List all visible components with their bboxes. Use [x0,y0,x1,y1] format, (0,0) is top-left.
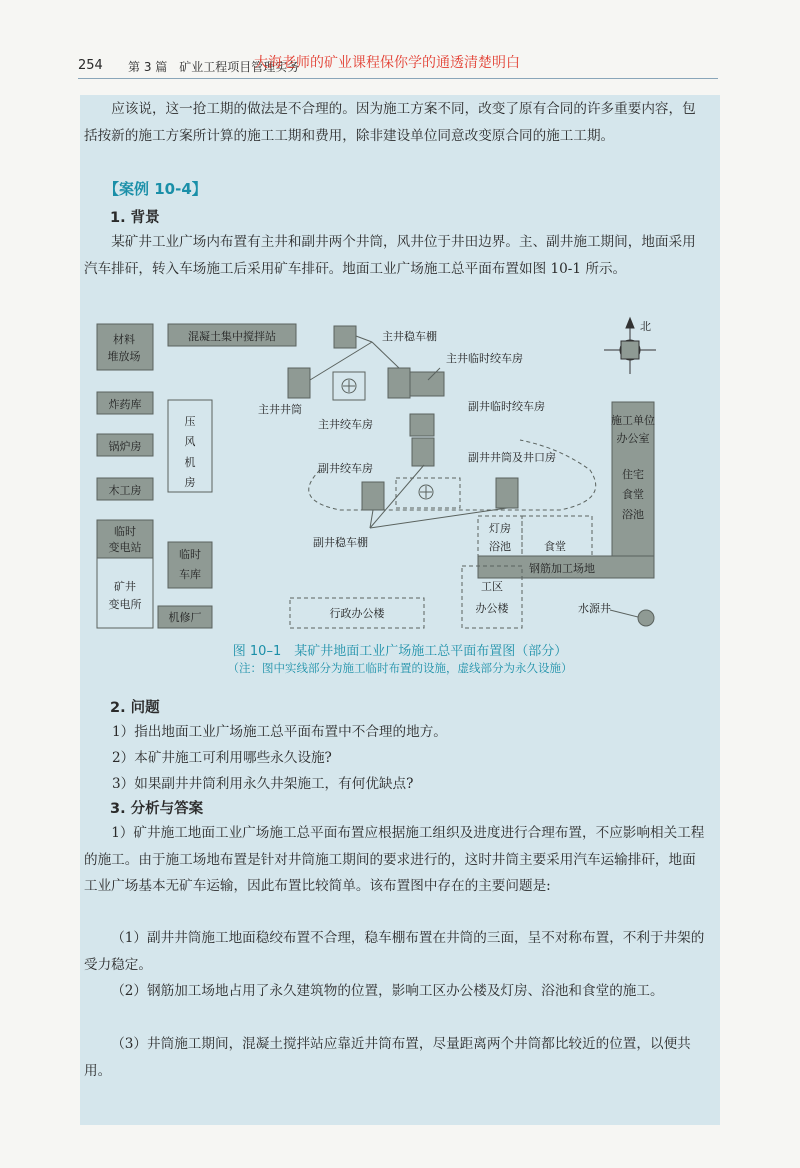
label-aux-shed: 副井稳车棚 [313,536,368,549]
label-aux-shaft: 副井井筒及井口房 [468,451,556,464]
label-comp-2: 风 [184,435,196,448]
watermark-text: 大海老师的矿业课程保你学的通透清楚明白 [254,55,520,71]
material-yard-box [97,324,153,370]
background-text: 某矿井工业广场内布置有主井和副井两个井筒，风井位于井田边界。主、副井施工期间，地面采用汽车排矸，转入车场施工后采用矿车排矸。地面工业广场施工总平面布置如图 10-1 所示。 [84,234,696,277]
question-item: 1）指出地面工业广场施工总平面布置中不合理的地方。 [112,724,447,740]
analysis-paragraph: （3）井筒施工期间，混凝土搅拌站应靠近井筒布置，尽量距离两个井筒都比较近的位置，以便共用。 [84,1036,691,1079]
label-mine-sub-1: 矿井 [114,580,136,593]
case-title: 【案例 10-4】 [104,180,207,198]
label-residence-3: 浴池 [622,508,644,521]
label-material-2: 堆放场 [107,350,141,363]
label-temp-sub-1: 临时 [114,525,136,538]
label-district-1: 工区 [481,580,503,593]
label-main-winch: 主井绞车房 [318,418,373,431]
main-shed-box [334,326,356,348]
analysis-paragraph: 1）矿井施工地面工业广场施工总平面布置应根据施工组织及进度进行合理布置，不应影响相关工程的施工。由于施工场地布置是针对井筒施工期间的要求进行的，这时井筒主要采用汽车运输排矸，地面工业广场基本无矿车运输，因此布置比较简单。该布置图中存在的主要问题是: [84,825,705,894]
label-comp-3: 机 [184,456,196,469]
main-shed-box-2 [288,368,310,398]
aux-shed-box-2 [496,478,518,508]
figure-note: （注：图中实线部分为施工临时布置的设施，虚线部分为永久设施） [227,661,573,675]
label-mine-sub-2: 变电所 [108,598,142,611]
aux-winch-box [412,438,434,466]
intro-paragraph: 应该说，这一抢工期的做法是不合理的。因为施工方案不同，改变了原有合同的许多重要内容，包括按新的施工方案所计算的施工工期和费用，除非建设单位同意改变原合同的施工工期。 [84,101,696,144]
label-contractor-1: 施工单位 [611,414,655,427]
aux-temp-winch-box [410,414,434,436]
label-water-well: 水源井 [578,602,611,615]
label-canteen: 食堂 [544,540,566,553]
label-explosives: 炸药库 [108,398,142,411]
label-temp-sub-2: 变电站 [108,541,142,554]
chapter-title: 第 3 篇 矿业工程项目管理实务 [128,60,300,74]
question-item: 2）本矿井施工可利用哪些永久设施? [112,750,332,766]
label-lamp-1: 灯房 [489,522,511,535]
label-main-shaft: 主井井筒 [258,403,302,416]
label-main-shed: 主井稳车棚 [382,330,437,343]
label-north: 北 [640,320,651,333]
label-material-1: 材料 [113,333,135,346]
label-main-temp-winch: 主井临时绞车房 [446,352,523,365]
label-garage-2: 车库 [179,568,201,581]
label-residence-1: 住宅 [622,468,644,481]
label-carpentry: 木工房 [108,484,142,497]
analysis-heading: 3. 分析与答案 [110,801,204,817]
label-admin: 行政办公楼 [329,607,385,620]
label-repair: 机修厂 [168,611,202,624]
label-concrete: 混凝土集中搅拌站 [188,330,276,343]
aux-shed-box [362,482,384,510]
main-shed-box-3 [388,368,410,398]
analysis-paragraph: （1）副井井筒施工地面稳绞布置不合理，稳车棚布置在井筒的三面，呈不对称布置，不利于井架的受力稳定。 [84,930,705,973]
mine-substation-outline [97,558,153,628]
label-comp-1: 压 [184,415,196,428]
label-garage-1: 临时 [179,548,201,561]
page-number: 254 [78,58,103,73]
label-rebar: 钢筋加工场地 [529,562,595,575]
label-aux-winch: 副井绞车房 [318,462,373,475]
figure-caption: 图 10–1 某矿井地面工业广场施工总平面布置图（部分） [232,644,568,659]
question-item: 3）如果副井井筒利用永久井架施工，有何优缺点? [112,776,414,792]
label-comp-4: 房 [184,476,196,489]
analysis-paragraph: （2）钢筋加工场地占用了永久建筑物的位置，影响工区办公楼及灯房、浴池和食堂的施工。 [111,983,664,999]
main-temp-winch-box [410,372,444,396]
background-heading: 1. 背景 [110,210,160,226]
label-residence-2: 食堂 [622,488,644,501]
questions-heading: 2. 问题 [110,700,160,716]
water-well-marker [638,610,654,626]
aux-shaft-house [396,478,460,508]
label-lamp-2: 浴池 [489,540,511,553]
label-district-2: 办公楼 [475,602,509,615]
label-aux-temp-winch: 副井临时绞车房 [468,400,545,413]
label-contractor-2: 办公室 [616,432,650,445]
label-boiler: 锅炉房 [108,440,142,453]
